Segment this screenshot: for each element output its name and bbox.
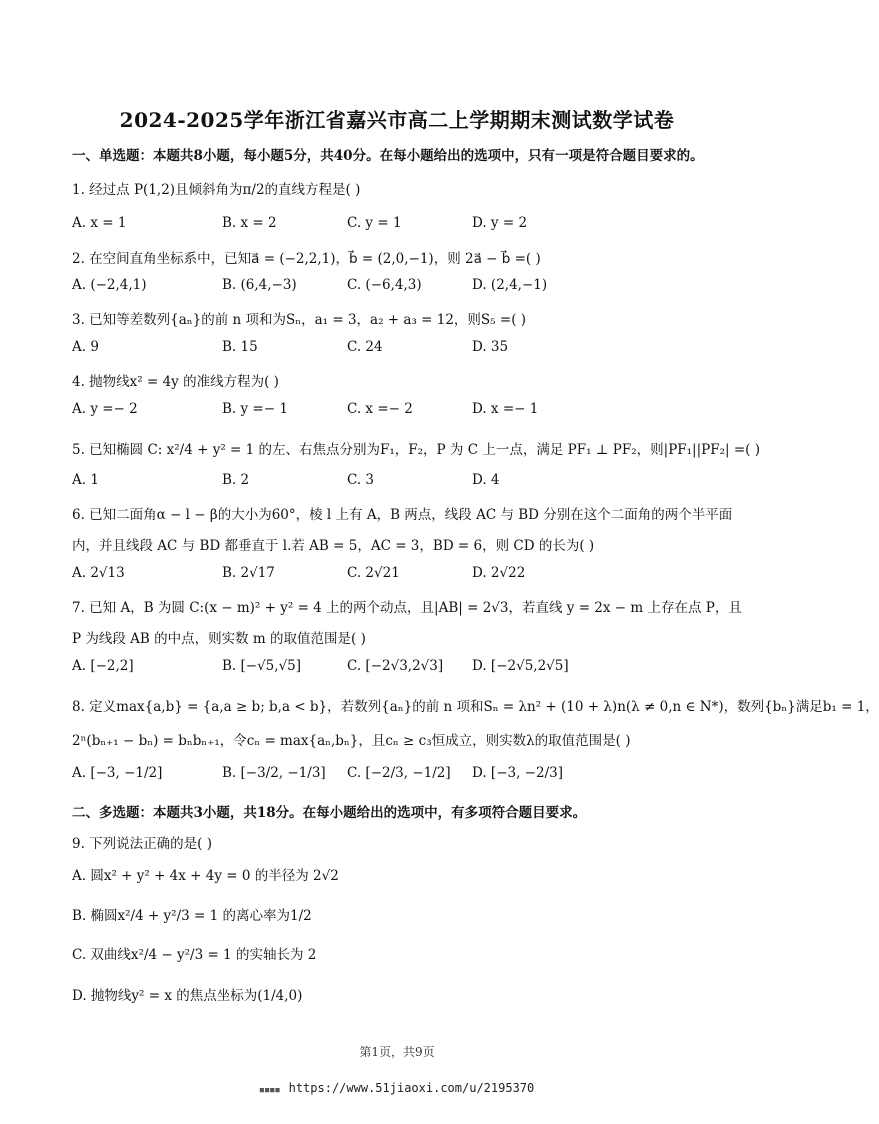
option-c: C. y = 1 bbox=[347, 215, 402, 231]
option-d: D. 4 bbox=[472, 472, 500, 488]
option-d: D. [−3, −2/3] bbox=[472, 765, 563, 781]
question-8-stem: 8. 定义max{a,b} = {a,a ≥ b; b,a < b}，若数列{aₙ}的前 n 项和Sₙ = λn² + (10 + λ)n(λ ≠ 0,n ∈ N*)，数列{bₙ}满足b₁ = 1， bbox=[72, 699, 879, 715]
option-b: B. x = 2 bbox=[222, 215, 277, 231]
option-a: A. 1 bbox=[72, 472, 99, 488]
option-b: B. [−3/2, −1/3] bbox=[222, 765, 326, 781]
question-3-options bbox=[72, 339, 732, 357]
question-2-stem: 2. 在空间直角坐标系中，已知a⃗ = (−2,2,1)，b⃗ = (2,0,−1)，则 2a⃗ − b⃗ =( ) bbox=[72, 251, 541, 267]
option-a: A. 9 bbox=[72, 339, 99, 355]
option-c: C. [−2/3, −1/2] bbox=[347, 765, 451, 781]
question-6-stem-cont: 内，并且线段 AC 与 BD 都垂直于 l.若 AB = 5，AC = 3，BD = 6，则 CD 的长为( ) bbox=[72, 538, 595, 554]
section-heading-multiple-choice: 二、多选题：本题共3小题，共18分。在每小题给出的选项中，有多项符合题目要求。 bbox=[72, 805, 587, 821]
option-b: B. 椭圆x²/4 + y²/3 = 1 的离心率为1/2 bbox=[72, 908, 312, 924]
question-7-stem-cont: P 为线段 AB 的中点，则实数 m 的取值范围是( ) bbox=[72, 631, 366, 647]
option-d: D. x =− 1 bbox=[472, 401, 539, 417]
option-a: A. [−2,2] bbox=[72, 658, 134, 674]
option-d: D. 35 bbox=[472, 339, 509, 355]
option-b: B. [−√5,√5] bbox=[222, 658, 302, 674]
question-4-stem: 4. 抛物线x² = 4y 的准线方程为( ) bbox=[72, 374, 279, 390]
option-d: D. (2,4,−1) bbox=[472, 277, 548, 293]
question-6-stem: 6. 已知二面角α − l − β的大小为60°，棱 l 上有 A，B 两点，线段 AC 与 BD 分别在这个二面角的两个半平面 bbox=[72, 507, 733, 523]
option-b: B. (6,4,−3) bbox=[222, 277, 297, 293]
option-c: C. 3 bbox=[347, 472, 375, 488]
section-heading-single-choice: 一、单选题：本题共8小题，每小题5分，共40分。在每小题给出的选项中，只有一项是符合题目要求的。 bbox=[72, 148, 704, 164]
option-a: A. [−3, −1/2] bbox=[72, 765, 163, 781]
question-7-stem: 7. 已知 A，B 为圆 C:(x − m)² + y² = 4 上的两个动点，且|AB| = 2√3，若直线 y = 2x − m 上存在点 P，且 bbox=[72, 600, 742, 616]
question-4-options bbox=[72, 401, 732, 419]
question-5-options bbox=[72, 472, 732, 490]
option-d: D. 抛物线y² = x 的焦点坐标为(1/4,0) bbox=[72, 988, 303, 1004]
option-c: C. (−6,4,3) bbox=[347, 277, 422, 293]
option-b: B. 2 bbox=[222, 472, 250, 488]
option-a: A. (−2,4,1) bbox=[72, 277, 147, 293]
question-7-options bbox=[72, 658, 732, 676]
option-c: C. [−2√3,2√3] bbox=[347, 658, 444, 674]
question-3-stem: 3. 已知等差数列{aₙ}的前 n 项和为Sₙ，a₁ = 3，a₂ + a₃ = 12，则S₅ =( ) bbox=[72, 312, 527, 328]
watermark bbox=[0, 1081, 794, 1095]
question-8-stem-cont: 2ⁿ(bₙ₊₁ − bₙ) = bₙbₙ₊₁，令cₙ = max{aₙ,bₙ}，且cₙ ≥ c₃恒成立，则实数λ的取值范围是( ) bbox=[72, 733, 631, 749]
option-c: C. x =− 2 bbox=[347, 401, 413, 417]
option-a: A. 圆x² + y² + 4x + 4y = 0 的半径为 2√2 bbox=[72, 868, 339, 884]
question-8-options bbox=[72, 765, 732, 783]
option-d: D. [−2√5,2√5] bbox=[472, 658, 569, 674]
question-2-options bbox=[72, 277, 732, 295]
option-d: D. 2√22 bbox=[472, 565, 526, 581]
option-a: A. y =− 2 bbox=[72, 401, 138, 417]
page-footer: 第1页，共9页 bbox=[359, 1045, 435, 1059]
option-c: C. 24 bbox=[347, 339, 383, 355]
page-title: 2024-2025学年浙江省嘉兴市高二上学期期末测试数学试卷 bbox=[119, 108, 675, 132]
option-b: B. y =− 1 bbox=[222, 401, 288, 417]
question-1-stem: 1. 经过点 P(1,2)且倾斜角为π/2的直线方程是( ) bbox=[72, 182, 361, 198]
question-1-options bbox=[72, 215, 732, 233]
question-5-stem: 5. 已知椭圆 C: x²/4 + y² = 1 的左、右焦点分别为F₁，F₂，P 为 C 上一点，满足 PF₁ ⊥ PF₂，则|PF₁||PF₂| =( ) bbox=[72, 442, 760, 458]
question-9-stem: 9. 下列说法正确的是( ) bbox=[72, 836, 212, 852]
option-c: C. 双曲线x²/4 − y²/3 = 1 的实轴长为 2 bbox=[72, 947, 317, 963]
question-6-options bbox=[72, 565, 732, 583]
option-a: A. 2√13 bbox=[72, 565, 125, 581]
option-c: C. 2√21 bbox=[347, 565, 400, 581]
option-b: B. 15 bbox=[222, 339, 258, 355]
watermark-url: https://www.51jiaoxi.com/u/2195370 bbox=[288, 1081, 535, 1095]
option-b: B. 2√17 bbox=[222, 565, 275, 581]
option-d: D. y = 2 bbox=[472, 215, 528, 231]
option-a: A. x = 1 bbox=[72, 215, 127, 231]
watermark-logo: ■■■■ bbox=[259, 1086, 281, 1094]
